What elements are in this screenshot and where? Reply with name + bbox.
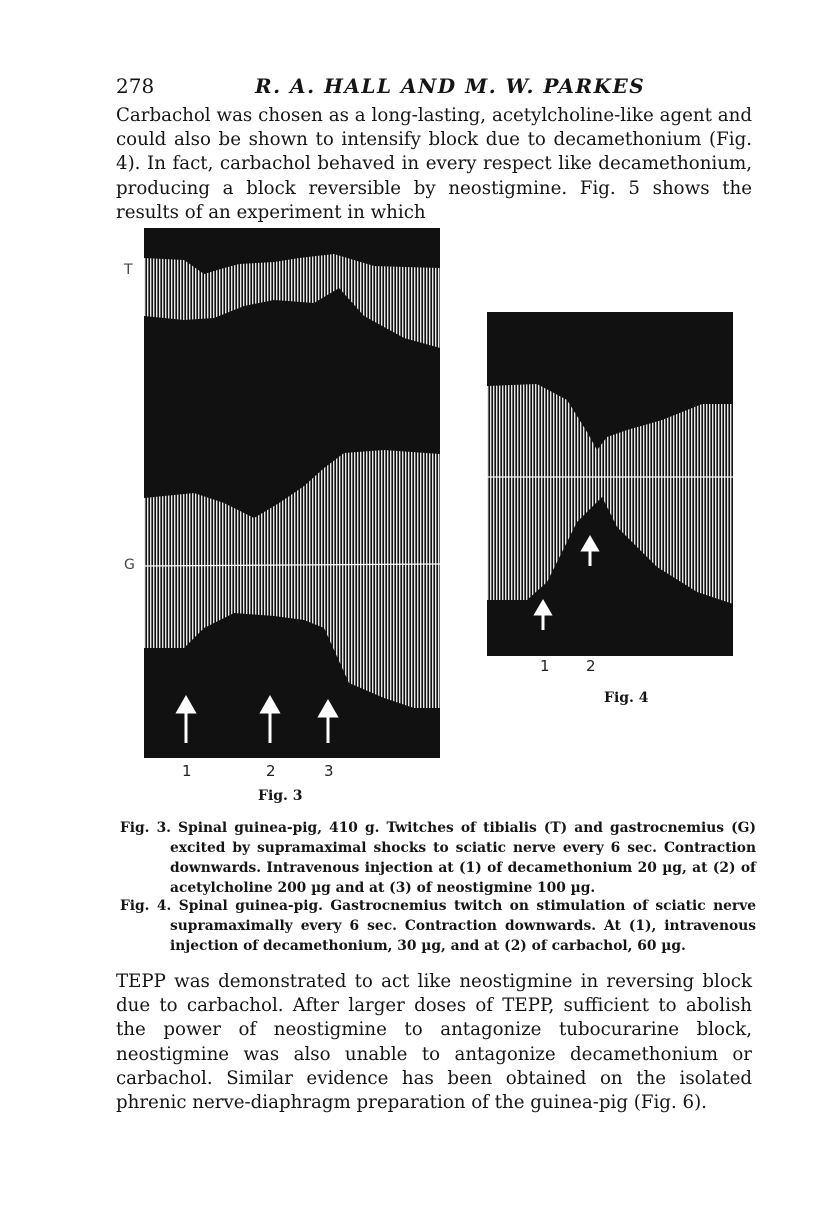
running-title: R. A. HALL AND M. W. PARKES <box>255 74 646 98</box>
fig4-label: Fig. 4 <box>604 690 649 706</box>
fig3-kymograph <box>144 228 440 758</box>
fig3-label-t: T <box>124 262 133 278</box>
fig3-caption-lead: Fig. 3. <box>120 820 171 836</box>
fig4-kymograph <box>487 312 733 656</box>
fig3-marker-1: 1 <box>182 762 192 780</box>
fig4-caption <box>120 896 756 956</box>
fig3-marker-2: 2 <box>266 762 276 780</box>
fig3-caption-text: Spinal guinea-pig, 410 g. Twitches of tibialis (T) and gastrocnemius (G) excited by supramaximal shocks to sciatic nerve every 6 sec. Contraction downwards. Intravenous injection at (1) of decamethonium 20 µg, at (2) of acetylcholine 200 µg and at (3) of neostigmine 100 µg. <box>170 820 756 896</box>
fig3-label: Fig. 3 <box>258 788 303 804</box>
fig4-caption-text: Spinal guinea-pig. Gastrocnemius twitch on stimulation of sciatic nerve supramaximally every 6 sec. Contraction downwards. At (1), intravenous injection of decamethonium, 30 µg, and at (2) of carbachol, 60 µg. <box>170 898 756 954</box>
fig4-caption-lead: Fig. 4. <box>120 898 172 914</box>
paragraph-intro: Carbachol was chosen as a long-lasting, acetylcholine-like agent and could also be shown to intensify block due to decamethonium (Fig. 4). In fact, carbachol behaved in every respect like decamethonium, producing a block reversible by neostigmine. Fig. 5 shows the results of an experiment in which <box>116 105 752 223</box>
fig3-marker-3: 3 <box>324 762 334 780</box>
fig4-marker-1: 1 <box>540 657 550 675</box>
page-number: 278 <box>116 74 155 98</box>
fig4-marker-2: 2 <box>586 657 596 675</box>
fig3-caption <box>120 818 756 898</box>
paragraph-tepp: TEPP was demonstrated to act like neostigmine in reversing block due to carbachol. After larger doses of TEPP, sufficient to abolish the power of neostigmine to antagonize tubocurarine block, neostigmine was also unable to antagonize decamethonium or carbachol. Similar evidence has been obtained on the isolated phrenic nerve-diaphragm preparation of the guinea-pig (Fig. 6). <box>116 971 752 1114</box>
fig3-label-g: G <box>124 557 135 573</box>
